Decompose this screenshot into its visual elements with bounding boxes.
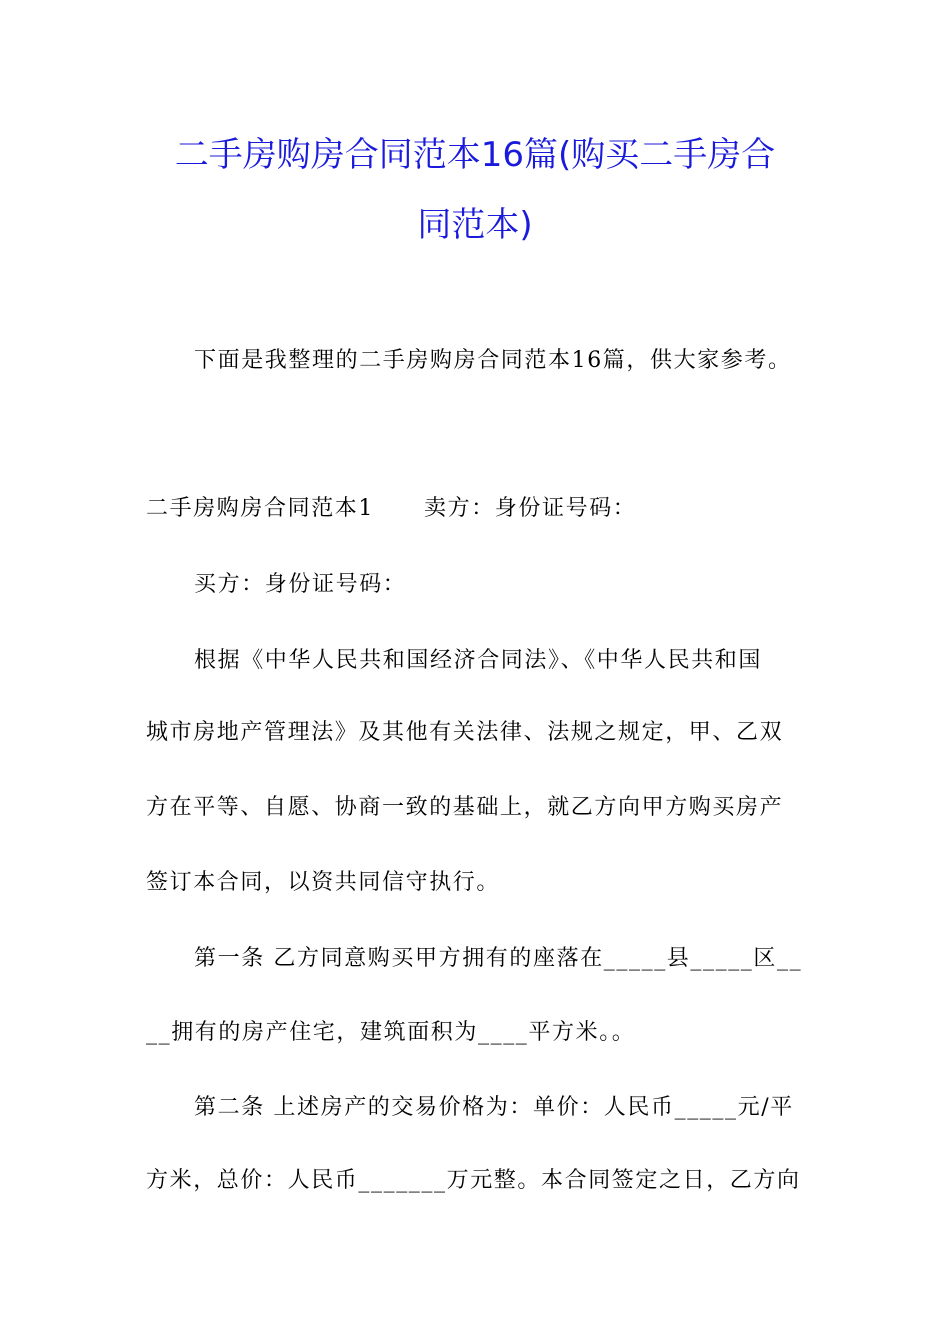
document-title-line-1: 二手房购房合同范本16篇(购买二手房合 bbox=[174, 135, 776, 175]
intro-paragraph: 下面是我整理的二手房购房合同范本16篇，供大家参考。 bbox=[194, 348, 792, 373]
body-line-2: 城市房地产管理法》及其他有关法律、法规之规定，甲、乙双 bbox=[146, 720, 784, 745]
clause-1-line-1: 第一条 乙方同意购买甲方拥有的座落在_____县_____区__ bbox=[194, 946, 803, 971]
clause-1-line-2: __拥有的房产住宅，建筑面积为____平方米。。 bbox=[146, 1020, 636, 1045]
body-line-4: 签订本合同，以资共同信守执行。 bbox=[146, 870, 501, 895]
clause-2-line-1: 第二条 上述房产的交易价格为：单价：人民币_____元/平 bbox=[194, 1095, 794, 1120]
document-title-line-2: 同范本) bbox=[417, 205, 533, 245]
body-line-3: 方在平等、自愿、协商一致的基础上，就乙方向甲方购买房产 bbox=[146, 795, 784, 820]
seller-id-label: 卖方：身份证号码： bbox=[424, 496, 637, 521]
buyer-id-label: 买方：身份证号码： bbox=[194, 572, 407, 597]
clause-2-line-2: 方米，总价：人民币_______万元整。本合同签定之日，乙方向 bbox=[146, 1168, 801, 1193]
section-1-heading: 二手房购房合同范本1 bbox=[146, 496, 374, 521]
section-heading-line bbox=[146, 494, 636, 524]
body-line-1: 根据《中华人民共和国经济合同法》、《中华人民共和国 bbox=[194, 648, 763, 673]
